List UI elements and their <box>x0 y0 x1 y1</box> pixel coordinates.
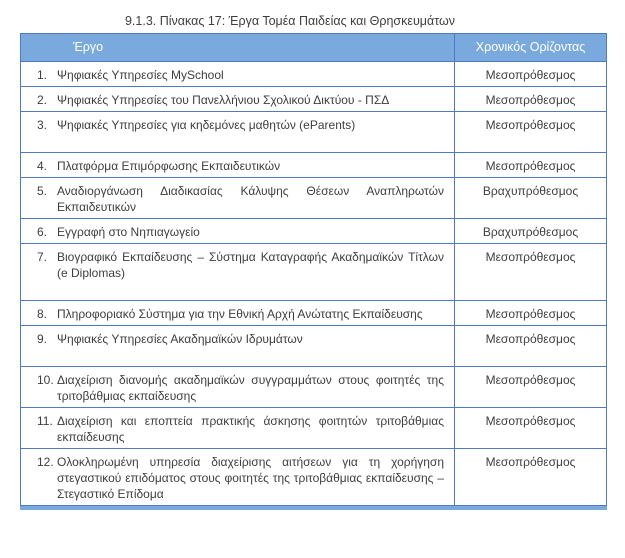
table-row <box>21 326 606 367</box>
row-number: 4. <box>37 159 48 173</box>
table-bottom-border <box>20 506 607 510</box>
table-row <box>21 153 606 178</box>
row-number: 5. <box>37 184 48 198</box>
horizon-cell: Μεσοπρόθεσμος <box>485 250 576 264</box>
horizon-cell: Μεσοπρόθεσμος <box>485 159 576 173</box>
project-cell <box>21 87 455 111</box>
project-cell <box>21 112 455 152</box>
project-cell <box>21 153 455 177</box>
row-number: 10. <box>37 373 54 387</box>
project-cell <box>21 301 455 325</box>
row-number: 6. <box>37 225 48 239</box>
table-row <box>21 178 606 219</box>
page-title: 9.1.3. Πίνακας 17: Έργα Τομέα Παιδείας και Θρησκευμάτων <box>124 14 456 28</box>
project-text: Πληροφοριακό Σύστημα για την Εθνική Αρχή Ανώτατης Εκπαίδευσης <box>57 307 423 321</box>
project-text: Ψηφιακές Υπηρεσίες για κηδεμόνες μαθητών (eParents) <box>57 118 356 132</box>
horizon-cell: Μεσοπρόθεσμος <box>485 93 576 107</box>
horizon-cell: Βραχυπρόθεσμος <box>482 184 579 198</box>
table-row <box>21 62 606 87</box>
header-cell-horizon: Χρονικός Ορίζοντας <box>475 40 586 54</box>
project-cell <box>21 408 455 448</box>
project-cell <box>21 178 455 218</box>
horizon-cell: Μεσοπρόθεσμος <box>485 68 576 82</box>
table-row <box>21 367 606 408</box>
project-cell <box>21 62 455 86</box>
horizon-cell: Βραχυπρόθεσμος <box>482 225 579 239</box>
row-number: 3. <box>37 118 48 132</box>
row-number: 1. <box>37 68 48 82</box>
table-row <box>21 408 606 449</box>
project-cell <box>21 449 455 505</box>
project-text: Βιογραφικό Εκπαίδευσης – Σύστημα Καταγραφής Ακαδημαϊκών Τίτλων (e Diplomas) <box>57 250 444 280</box>
row-number: 12. <box>37 455 54 469</box>
horizon-cell: Μεσοπρόθεσμος <box>485 455 576 469</box>
project-text: Διαχείριση και εποπτεία πρακτικής άσκησης φοιτητών τριτοβάθμιας εκπαίδευσης <box>57 414 444 444</box>
horizon-cell: Μεσοπρόθεσμος <box>485 332 576 346</box>
table-row <box>21 449 606 506</box>
horizon-cell: Μεσοπρόθεσμος <box>485 373 576 387</box>
table-row <box>21 301 606 326</box>
project-cell <box>21 244 455 300</box>
project-text: Εγγραφή στο Νηπιαγωγείο <box>57 225 200 239</box>
table-row <box>21 219 606 244</box>
project-text: Ψηφιακές Υπηρεσίες του Πανελλήνιου Σχολικού Δικτύου - ΠΣΔ <box>57 93 390 107</box>
project-cell <box>21 326 455 366</box>
project-cell <box>21 367 455 407</box>
horizon-cell: Μεσοπρόθεσμος <box>485 307 576 321</box>
project-text: Ψηφιακές Υπηρεσίες Ακαδημαϊκών Ιδρυμάτων <box>57 332 303 346</box>
table-row <box>21 87 606 112</box>
project-text: Αναδιοργάνωση Διαδικασίας Κάλυψης Θέσεων Αναπληρωτών Εκπαιδευτικών <box>57 184 444 214</box>
table-body <box>21 62 606 506</box>
row-number: 9. <box>37 332 48 346</box>
table-row <box>21 244 606 301</box>
horizon-cell: Μεσοπρόθεσμος <box>485 414 576 428</box>
row-number: 8. <box>37 307 48 321</box>
row-number: 11. <box>37 414 53 428</box>
project-cell <box>21 219 455 243</box>
projects-table <box>20 33 607 510</box>
project-text: Ολοκληρωμένη υπηρεσία διαχείρισης αιτήσεων για τη χορήγηση στεγαστικού επιδόματος στους φοιτητές της τριτοβάθμιας εκπαίδευσης – Στεγαστικό Επίδομα <box>57 455 444 501</box>
row-number: 2. <box>37 93 48 107</box>
table-header-row <box>21 34 606 62</box>
header-cell-project: Έργο <box>21 34 455 61</box>
table-row <box>21 112 606 153</box>
horizon-cell: Μεσοπρόθεσμος <box>485 118 576 132</box>
project-text: Πλατφόρμα Επιμόρφωσης Εκπαιδευτικών <box>57 159 281 173</box>
row-number: 7. <box>37 250 48 264</box>
project-text: Ψηφιακές Υπηρεσίες MySchool <box>57 68 224 82</box>
project-text: Διαχείριση διανομής ακαδημαϊκών συγγραμμάτων στους φοιτητές της τριτοβάθμιας εκπαίδευσης <box>57 373 444 403</box>
